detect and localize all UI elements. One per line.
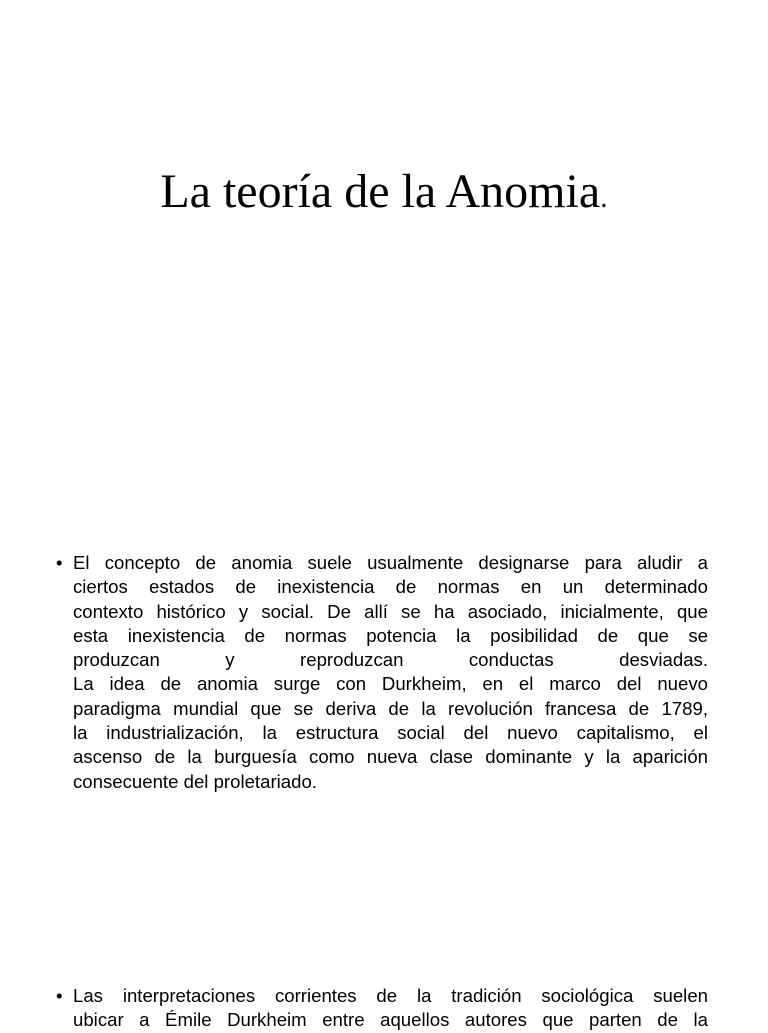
- bullet-marker: •: [56, 552, 63, 573]
- text-line: ciertos estados de inexistencia de normas en un determinado: [73, 576, 708, 598]
- text-line: paradigma mundial que se deriva de la revolución francesa de 1789,: [73, 697, 708, 719]
- text-line: la industrialización, la estructura social del nuevo capitalismo, el: [73, 722, 708, 744]
- text-line: El concepto de anomia suele usualmente designarse para aludir a: [73, 552, 708, 573]
- text-line: ascenso de la burguesía como nueva clase dominante y la aparición: [73, 746, 708, 768]
- text-line: La idea de anomia surge con Durkheim, en el marco del nuevo: [73, 673, 708, 695]
- bullet-paragraph-anomia-concept: [56, 551, 708, 794]
- bullet-paragraph-durkheim-interpretations: [56, 984, 708, 1033]
- text-line: contexto histórico y social. De allí se ha asociado, inicialmente, que: [73, 600, 708, 622]
- bullet-marker: •: [56, 985, 63, 1006]
- title-period: .: [600, 181, 608, 214]
- page-title: [0, 160, 768, 230]
- title-text: La teoría de la Anomia: [160, 165, 601, 218]
- text-line: ubicar a Émile Durkheim entre aquellos autores que parten de la: [73, 1009, 708, 1031]
- text-line: esta inexistencia de normas potencia la posibilidad de que se: [73, 624, 708, 646]
- text-line: produzcan y reproduzcan conductas desviadas.: [73, 649, 708, 671]
- text-line: Las interpretaciones corrientes de la tradición sociológica suelen: [73, 985, 708, 1006]
- text-line: consecuente del proletariado.: [73, 770, 317, 792]
